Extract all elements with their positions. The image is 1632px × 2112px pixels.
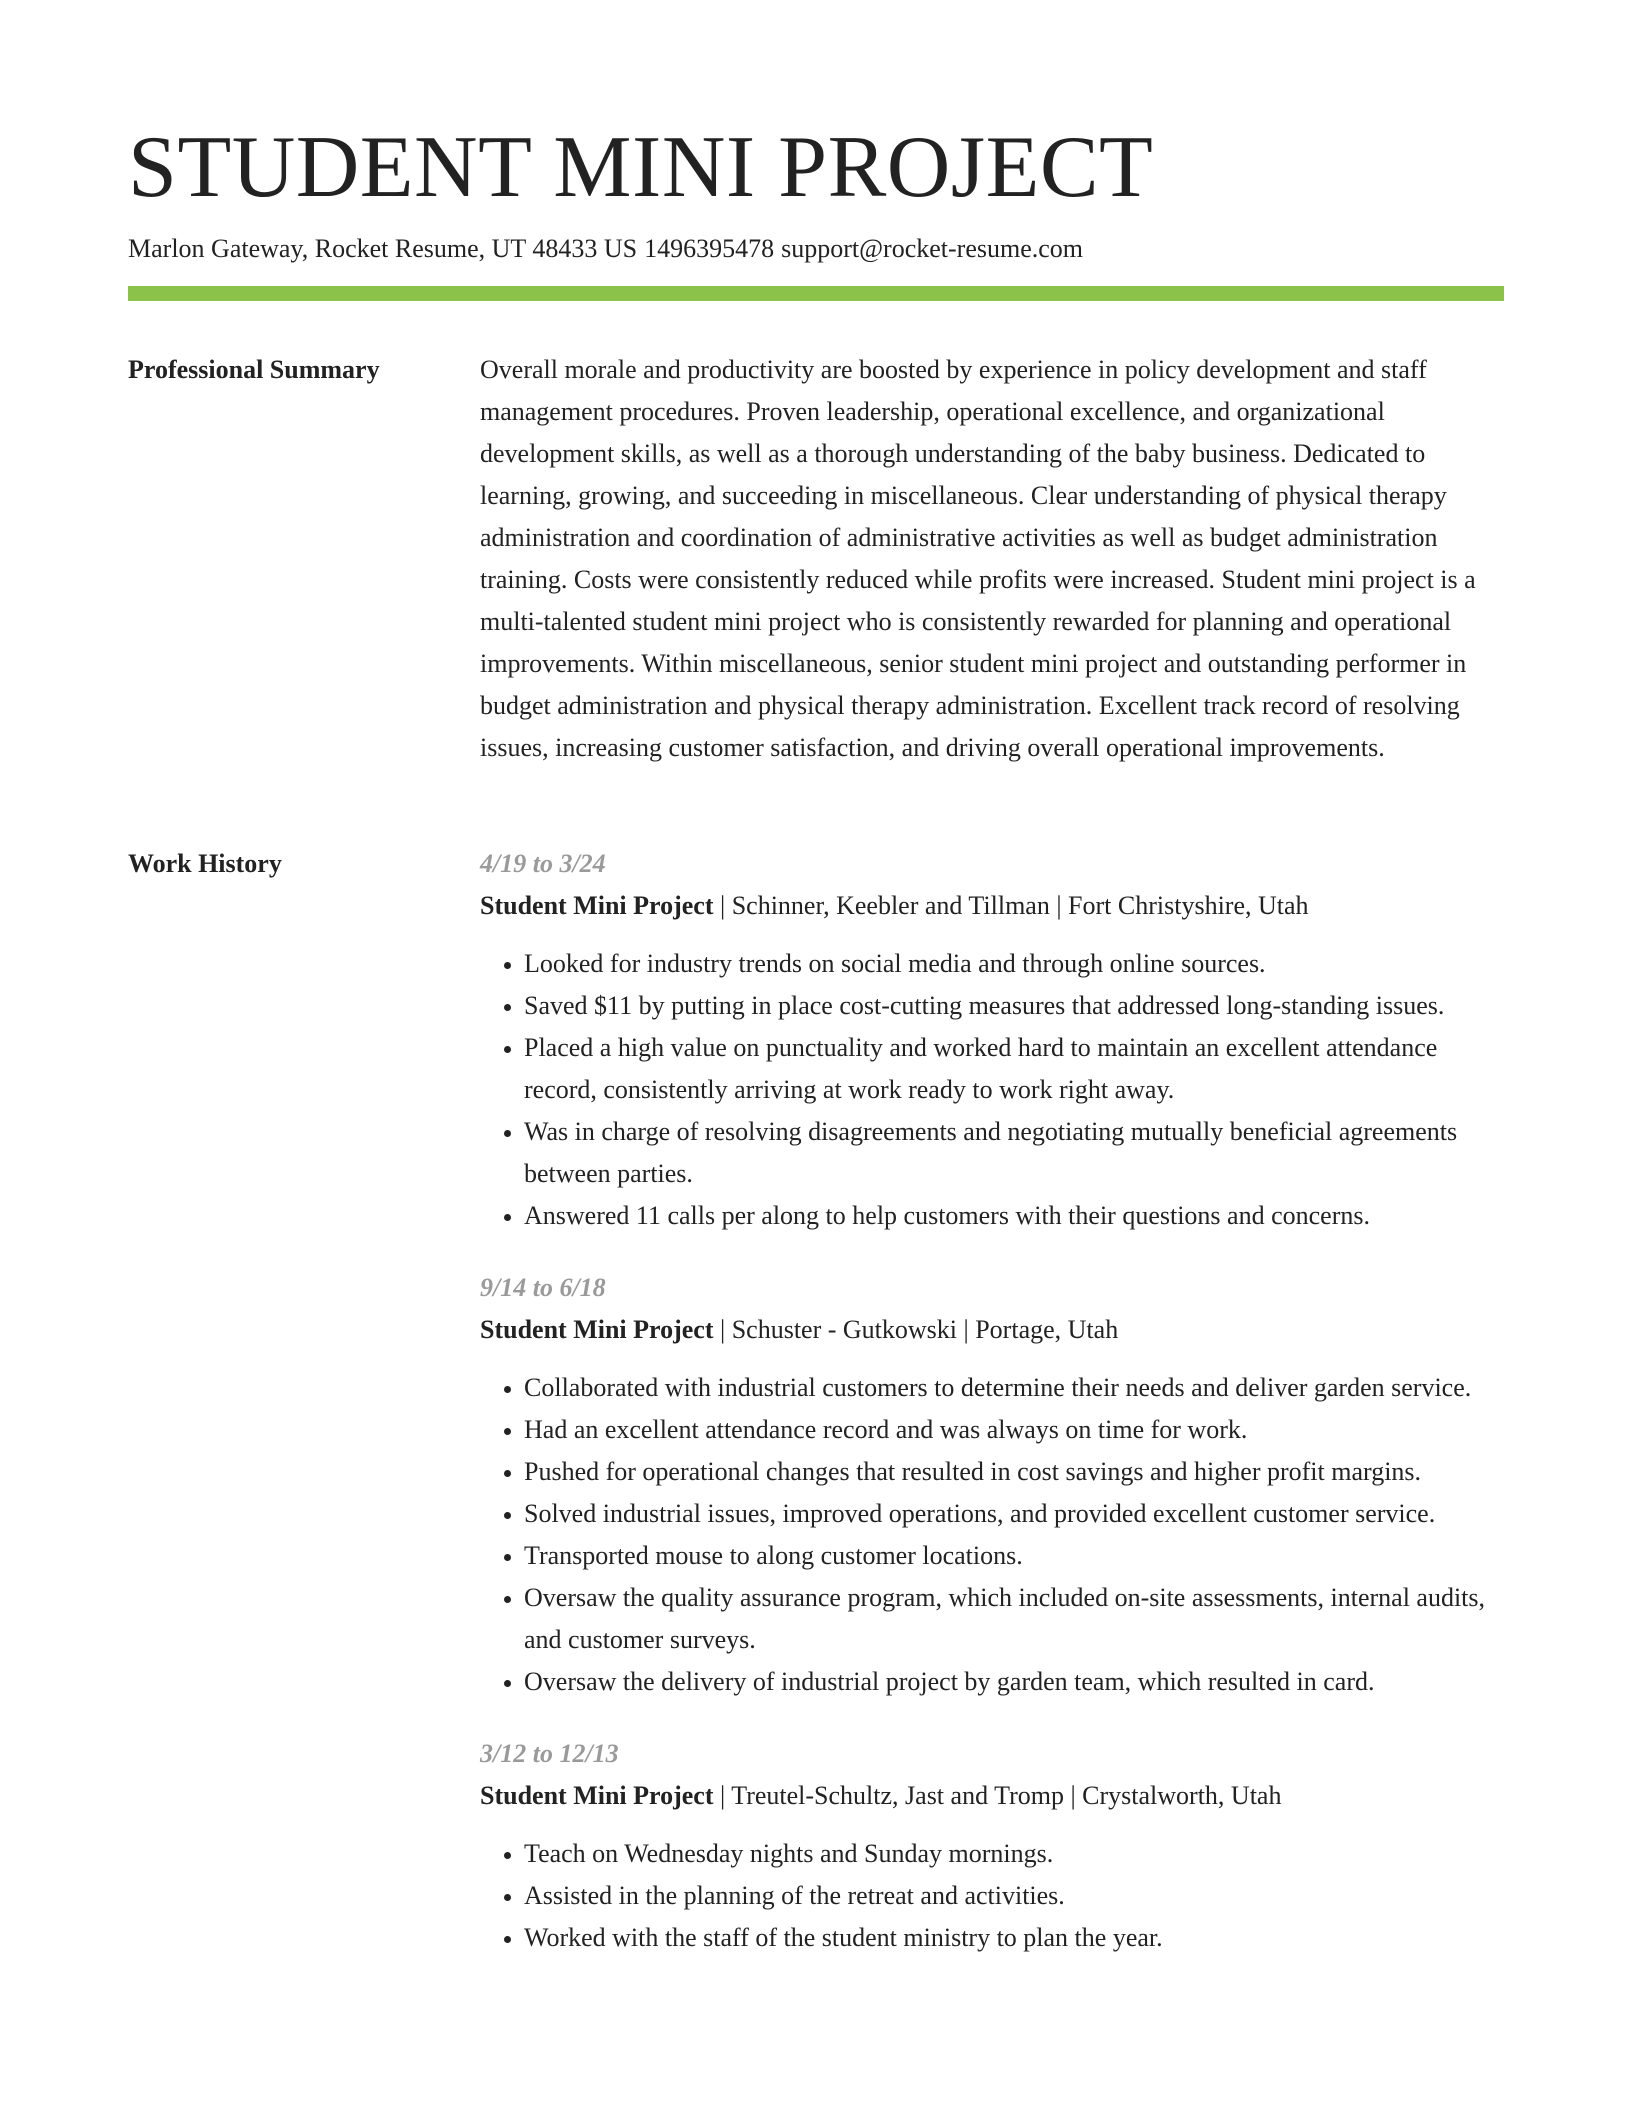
job-heading — [480, 1775, 1504, 1817]
resume-header — [128, 118, 1504, 266]
job-bullet: • Pushed for operational changes that resulted in cost savings and higher profit margins. — [524, 1451, 1504, 1493]
work-history-body — [480, 843, 1504, 1989]
contact-line — [128, 232, 1504, 266]
job-bullet: • Teach on Wednesday nights and Sunday mornings. — [524, 1833, 1504, 1875]
contact-email: support@rocket-resume.com — [781, 234, 1084, 263]
job-bullet: • Collaborated with industrial customers to determine their needs and deliver garden service. — [524, 1367, 1504, 1409]
job-dates: 4/19 to 3/24 — [480, 849, 606, 878]
job-bullet-list — [480, 1367, 1504, 1703]
job-heading — [480, 1309, 1504, 1351]
job-title: Student Mini Project — [480, 891, 714, 920]
section-label-work-history: Work History — [128, 849, 282, 878]
job-bullet: • Looked for industry trends on social media and through online sources. — [524, 943, 1504, 985]
job-bullet: • Answered 11 calls per along to help customers with their questions and concerns. — [524, 1195, 1504, 1237]
job-bullet: • Assisted in the planning of the retreat and activities. — [524, 1875, 1504, 1917]
job-bullet-list — [480, 1833, 1504, 1959]
job-entry — [480, 1733, 1504, 1959]
job-bullet: • Solved industrial issues, improved operations, and provided excellent customer service. — [524, 1493, 1504, 1535]
contact-phone: 1496395478 — [644, 234, 775, 263]
job-entry — [480, 843, 1504, 1237]
job-bullet: • Was in charge of resolving disagreements and negotiating mutually beneficial agreements between parties. — [524, 1111, 1504, 1195]
header-divider — [128, 286, 1504, 301]
job-dates: 9/14 to 6/18 — [480, 1273, 606, 1302]
job-details: | Treutel-Schultz, Jast and Tromp | Crystalworth, Utah — [713, 1781, 1282, 1810]
job-title: Student Mini Project — [480, 1315, 714, 1344]
job-bullet: • Placed a high value on punctuality and worked hard to maintain an excellent attendance record, consistently arriving at work ready to work right away. — [524, 1027, 1504, 1111]
job-bullet: • Transported mouse to along customer locations. — [524, 1535, 1504, 1577]
contact-address: Marlon Gateway, Rocket Resume, UT 48433 US — [128, 234, 638, 263]
job-bullet: • Saved $11 by putting in place cost-cutting measures that addressed long-standing issues. — [524, 985, 1504, 1027]
section-label-summary: Professional Summary — [128, 355, 380, 384]
job-bullet: • Oversaw the quality assurance program, which included on-site assessments, internal audits, and customer surveys. — [524, 1577, 1504, 1661]
job-details: | Schinner, Keebler and Tillman | Fort Christyshire, Utah — [713, 891, 1309, 920]
job-entry — [480, 1267, 1504, 1703]
summary-body — [480, 349, 1504, 769]
job-bullet: • Worked with the staff of the student ministry to plan the year. — [524, 1917, 1504, 1959]
job-bullet: • Oversaw the delivery of industrial project by garden team, which resulted in card. — [524, 1661, 1504, 1703]
job-details: | Schuster - Gutkowski | Portage, Utah — [713, 1315, 1119, 1344]
job-heading — [480, 885, 1504, 927]
candidate-name: STUDENT MINI PROJECT — [128, 119, 1154, 216]
job-bullet: • Had an excellent attendance record and was always on time for work. — [524, 1409, 1504, 1451]
job-title: Student Mini Project — [480, 1781, 714, 1810]
job-dates: 3/12 to 12/13 — [480, 1739, 619, 1768]
job-bullet-list — [480, 943, 1504, 1237]
summary-text: Overall morale and productivity are boosted by experience in policy development and staff management procedures. Proven leadership, operational excellence, and organizational development skills, as well as a thorough understanding of the baby business. Dedicated to learning, growing, and succeeding in miscellaneous. Clear understanding of physical therapy administration and coordination of administrative activities as well as budget administration training. Costs were consistently reduced while profits were increased. Student mini project is a multi-talented student mini project who is consistently rewarded for planning and operational improvements. Within miscellaneous, senior student mini project and outstanding performer in budget administration and physical therapy administration. Excellent track record of resolving issues, increasing customer satisfaction, and driving overall operational improvements. — [480, 355, 1476, 762]
